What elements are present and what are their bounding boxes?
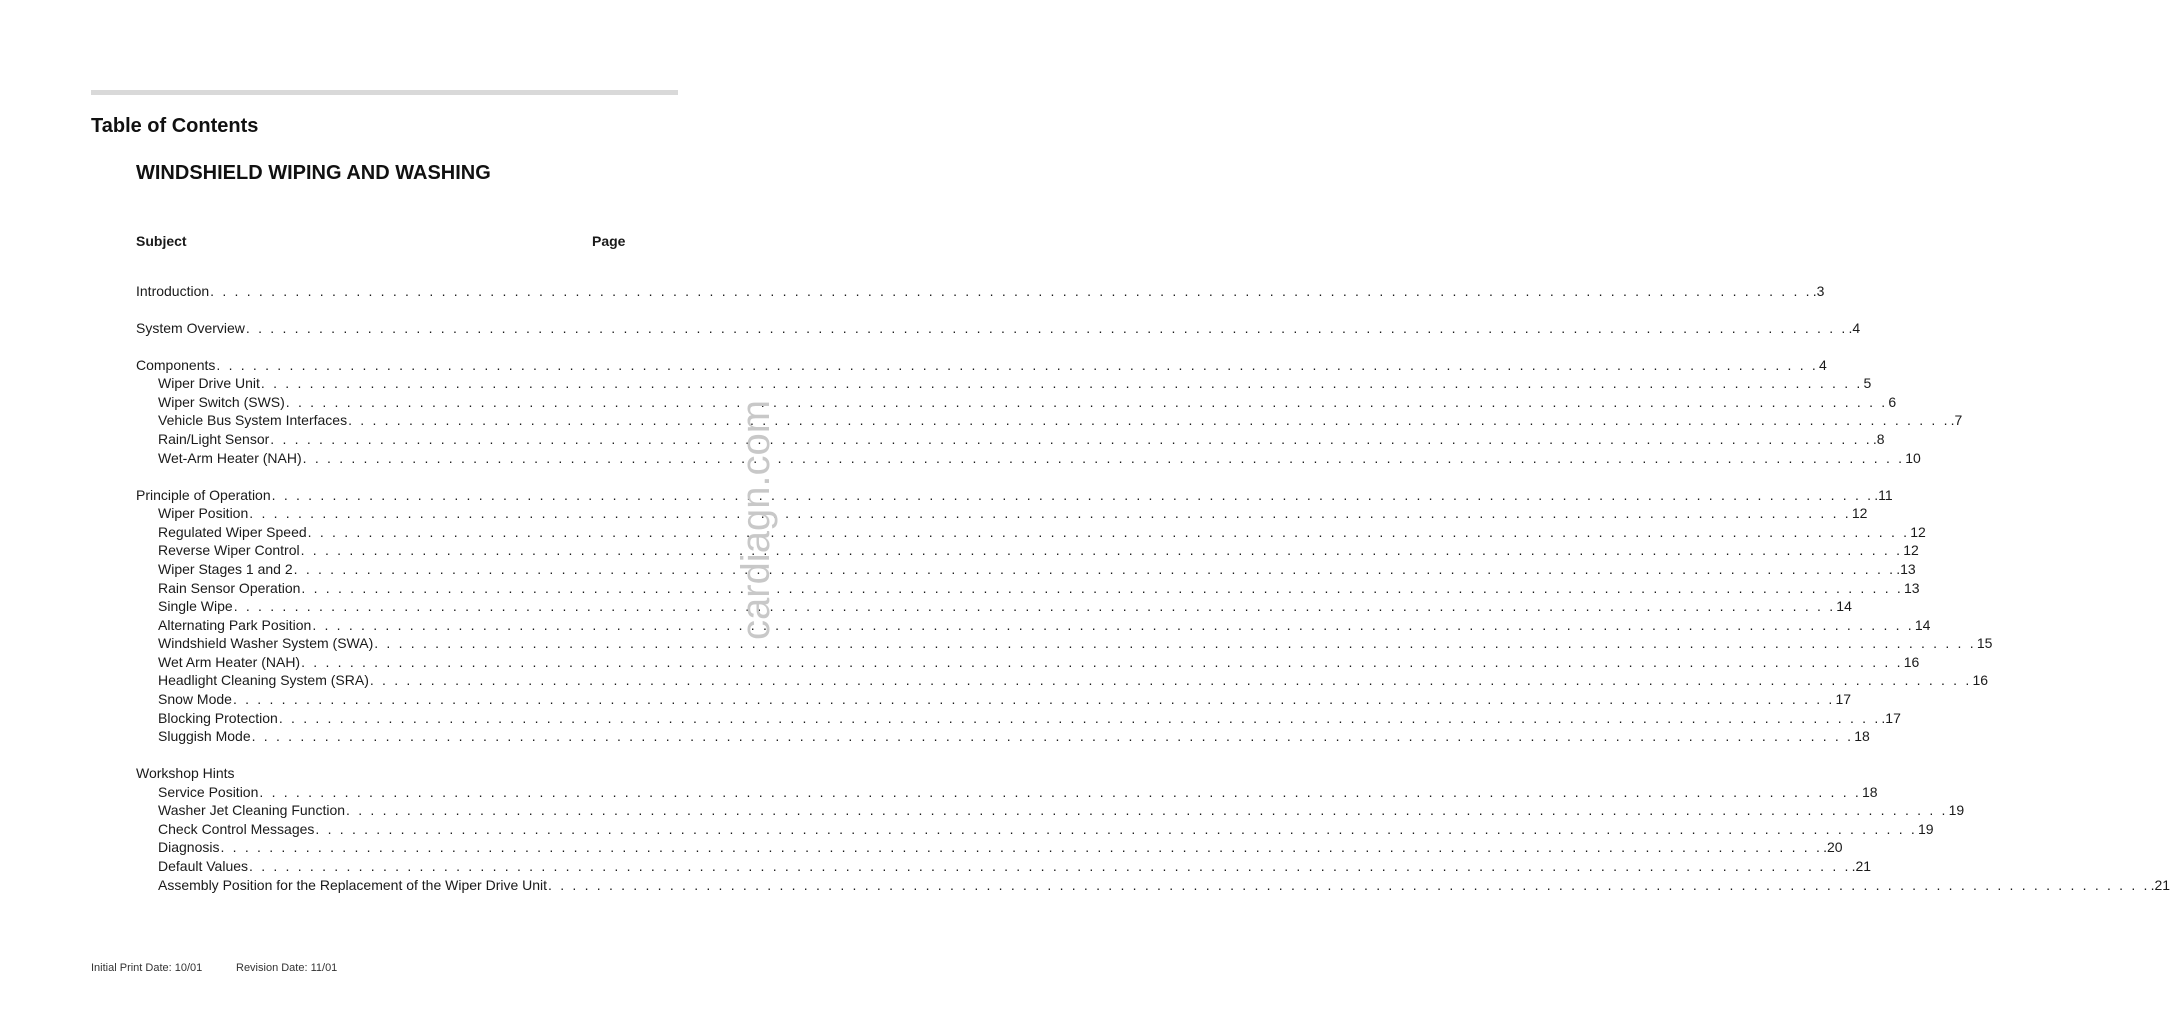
toc-entry-wiper-drive-unit[interactable]: Wiper Drive Unit . . . 5 [158,374,630,392]
toc-entry-wiper-position[interactable]: Wiper Position . . . 12 [158,504,630,522]
toc-entry-default-values[interactable]: Default Values . . . .21 [158,857,630,875]
toc-entry-check-control-messages[interactable]: Check Control Messages . . . 19 [158,820,630,838]
toc-entry-service-position[interactable]: Service Position . . . 18 [158,783,630,801]
toc-entry-alternating-park-position[interactable]: Alternating Park Position . . . 14 [158,616,630,634]
toc-entry-wet-arm-heater-2[interactable]: Wet Arm Heater (NAH) . . . 16 [158,653,630,671]
top-divider [91,90,678,95]
toc-entry-single-wipe[interactable]: Single Wipe . . . 14 [158,597,630,615]
toc-entry-components[interactable]: Components . . . 4 [136,356,630,374]
toc-entry-assembly-position[interactable]: Assembly Position for the Replacement of the Wiper Drive Unit . . . .21 [158,876,630,894]
toc-entry-rain-sensor-operation[interactable]: Rain Sensor Operation . . . 13 [158,579,630,597]
toc-entry-windshield-washer-system[interactable]: Windshield Washer System (SWA) . . . 15 [158,634,630,652]
toc-heading: Table of Contents [91,115,259,137]
toc-entry-washer-jet-cleaning[interactable]: Washer Jet Cleaning Function . . . 19 [158,801,630,819]
toc-entry-diagnosis[interactable]: Diagnosis . . . .20 [158,838,630,856]
page-column-header: Page [592,233,626,249]
revision-date: Revision Date: 11/01 [236,962,338,974]
initial-print-date: Initial Print Date: 10/01 [91,962,203,974]
toc-entry-sluggish-mode[interactable]: Sluggish Mode . . . 18 [158,727,630,745]
toc-entry-headlight-cleaning[interactable]: Headlight Cleaning System (SRA) . . . 16 [158,671,630,689]
toc-section-workshop-hints[interactable]: Workshop Hints [136,765,235,781]
toc-entry-snow-mode[interactable]: Snow Mode . . . 17 [158,690,630,708]
toc-entry-principle-of-operation[interactable]: Principle of Operation . . . .11 [136,486,630,504]
toc-entry-regulated-wiper-speed[interactable]: Regulated Wiper Speed . . . 12 [158,523,630,541]
toc-entry-vehicle-bus-interfaces[interactable]: Vehicle Bus System Interfaces . . . .7 [158,411,630,429]
toc-entry-blocking-protection[interactable]: Blocking Protection . . . .17 [158,709,630,727]
toc-entry-wiper-stages[interactable]: Wiper Stages 1 and 2 . . . .13 [158,560,630,578]
toc-entry-wet-arm-heater[interactable]: Wet-Arm Heater (NAH) . . . 10 [158,449,630,467]
toc-entry-reverse-wiper-control[interactable]: Reverse Wiper Control . . . 12 [158,541,630,559]
subject-column-header: Subject [136,233,187,249]
watermark: cardiagn.com [734,399,778,640]
toc-entry-system-overview[interactable]: System Overview . . . .4 [136,319,630,337]
toc-entry-rain-light-sensor[interactable]: Rain/Light Sensor . . . .8 [158,430,630,448]
toc-entry-introduction[interactable]: Introduction . . . .3 [136,282,630,300]
toc-entry-wiper-switch[interactable]: Wiper Switch (SWS) . . . 6 [158,393,630,411]
document-title: WINDSHIELD WIPING AND WASHING [136,162,491,184]
